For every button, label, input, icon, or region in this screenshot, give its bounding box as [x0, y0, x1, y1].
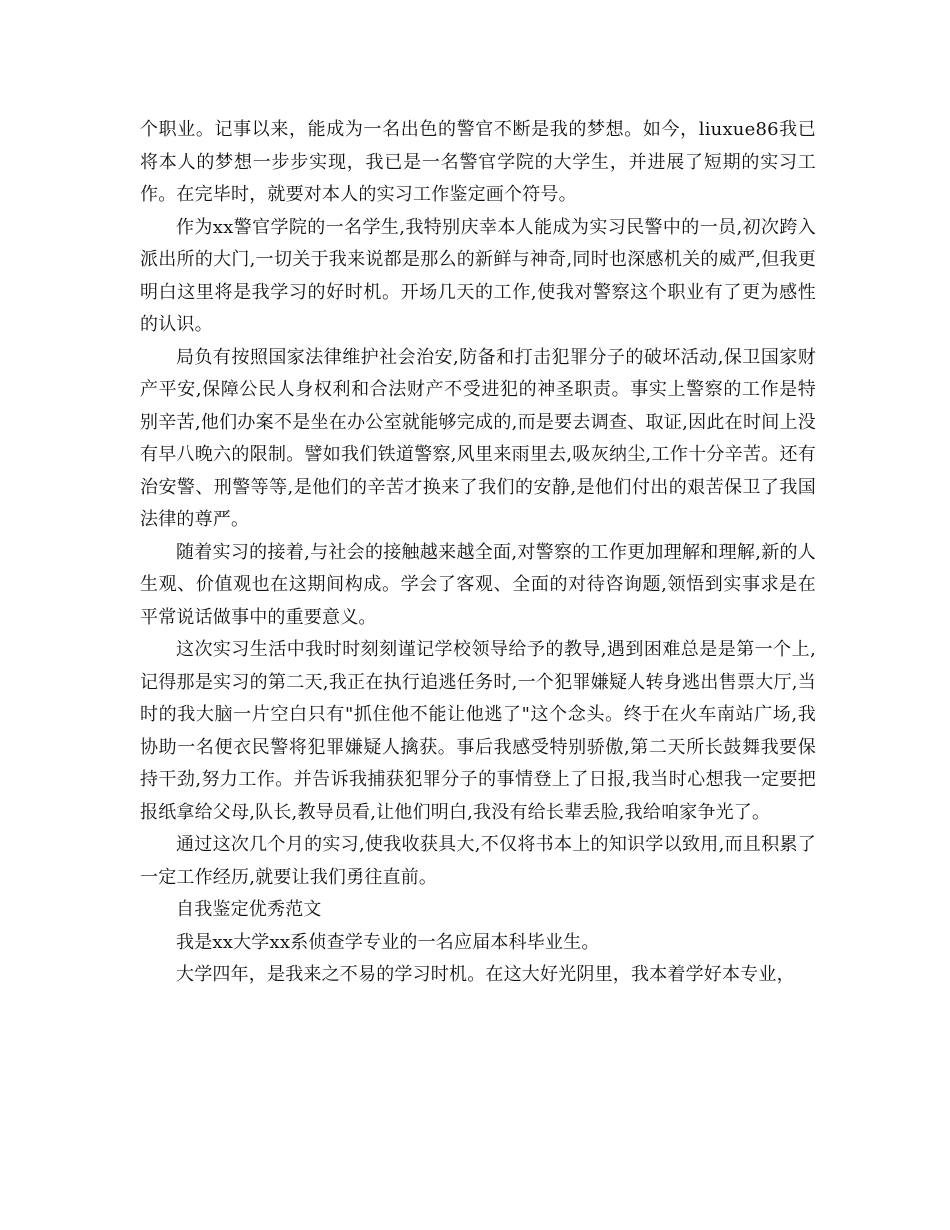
paragraph-6: 通过这次几个月的实习,使我收获具大,不仅将书本上的知识学以致用,而且积累了一定工作经历,就要让我们勇往直前。: [140, 834, 816, 888]
section-heading: 自我鉴定优秀范文: [176, 899, 322, 920]
paragraph-3: 局负有按照国家法律维护社会治安,防备和打击犯罪分子的破坏活动,保卫国家财产平安,保障公民人身权利和合法财产不受进犯的神圣职责。事实上警察的工作是特别辛苦,他们办案不是坐在办公室就能够完成的,而是要去调查、取证,因此在时间上没有早八晚六的限制。譬如我们铁道警察,风里来雨里去,吸灰纳尘,工作十分辛苦。还有治安警、刑警等等,是他们的辛苦才换来了我们的安静,是他们付出的艰苦保卫了我国法律的尊严。: [140, 346, 816, 530]
paragraph-2: 作为xx警官学院的一名学生,我特别庆幸本人能成为实习民警中的一员,初次跨入派出所的大门,一切关于我来说都是那么的新鲜与神奇,同时也深感机关的威严,但我更明白这里将是我学习的好时机。开场几天的工作,使我对警察这个职业有了更为感性的认识。: [140, 216, 816, 335]
paragraph-7: 我是xx大学xx系侦查学专业的一名应届本科毕业生。: [176, 931, 600, 953]
document-body: [140, 114, 816, 992]
paragraph-4: 随着实习的接着,与社会的接触越来越全面,对警察的工作更加理解和理解,新的人生观、价值观也在这期间构成。学会了客观、全面的对待咨询题,领悟到实事求是在平常说话做事中的重要意义。: [140, 541, 816, 628]
paragraph-1: 个职业。记事以来，能成为一名出色的警官不断是我的梦想。如今，liuxue86我已将本人的梦想一步步实现，我已是一名警官学院的大学生，并进展了短期的实习工作。在完毕时，就要对本人的实习工作鉴定画个符号。: [140, 119, 816, 205]
paragraph-8: 大学四年，是我来之不易的学习时机。在这大好光阴里，我本着学好本专业，: [176, 964, 795, 985]
paragraph-5: 这次实习生活中我时时刻刻谨记学校领导给予的教导,遇到困难总是是第一个上,记得那是实习的第二天,我正在执行追逃任务时,一个犯罪嫌疑人转身逃出售票大厅,当时的我大脑一片空白只有"抓住他不能让他逃了"这个念头。终于在火车南站广场,我协助一名便衣民警将犯罪嫌疑人擒获。事后我感受特别骄傲,第二天所长鼓舞我要保持干劲,努力工作。并告诉我捕获犯罪分子的事情登上了日报,我当时心想我一定要把报纸拿给父母,队长,教导员看,让他们明白,我没有给长辈丢脸,我给咱家争光了。: [140, 639, 816, 823]
